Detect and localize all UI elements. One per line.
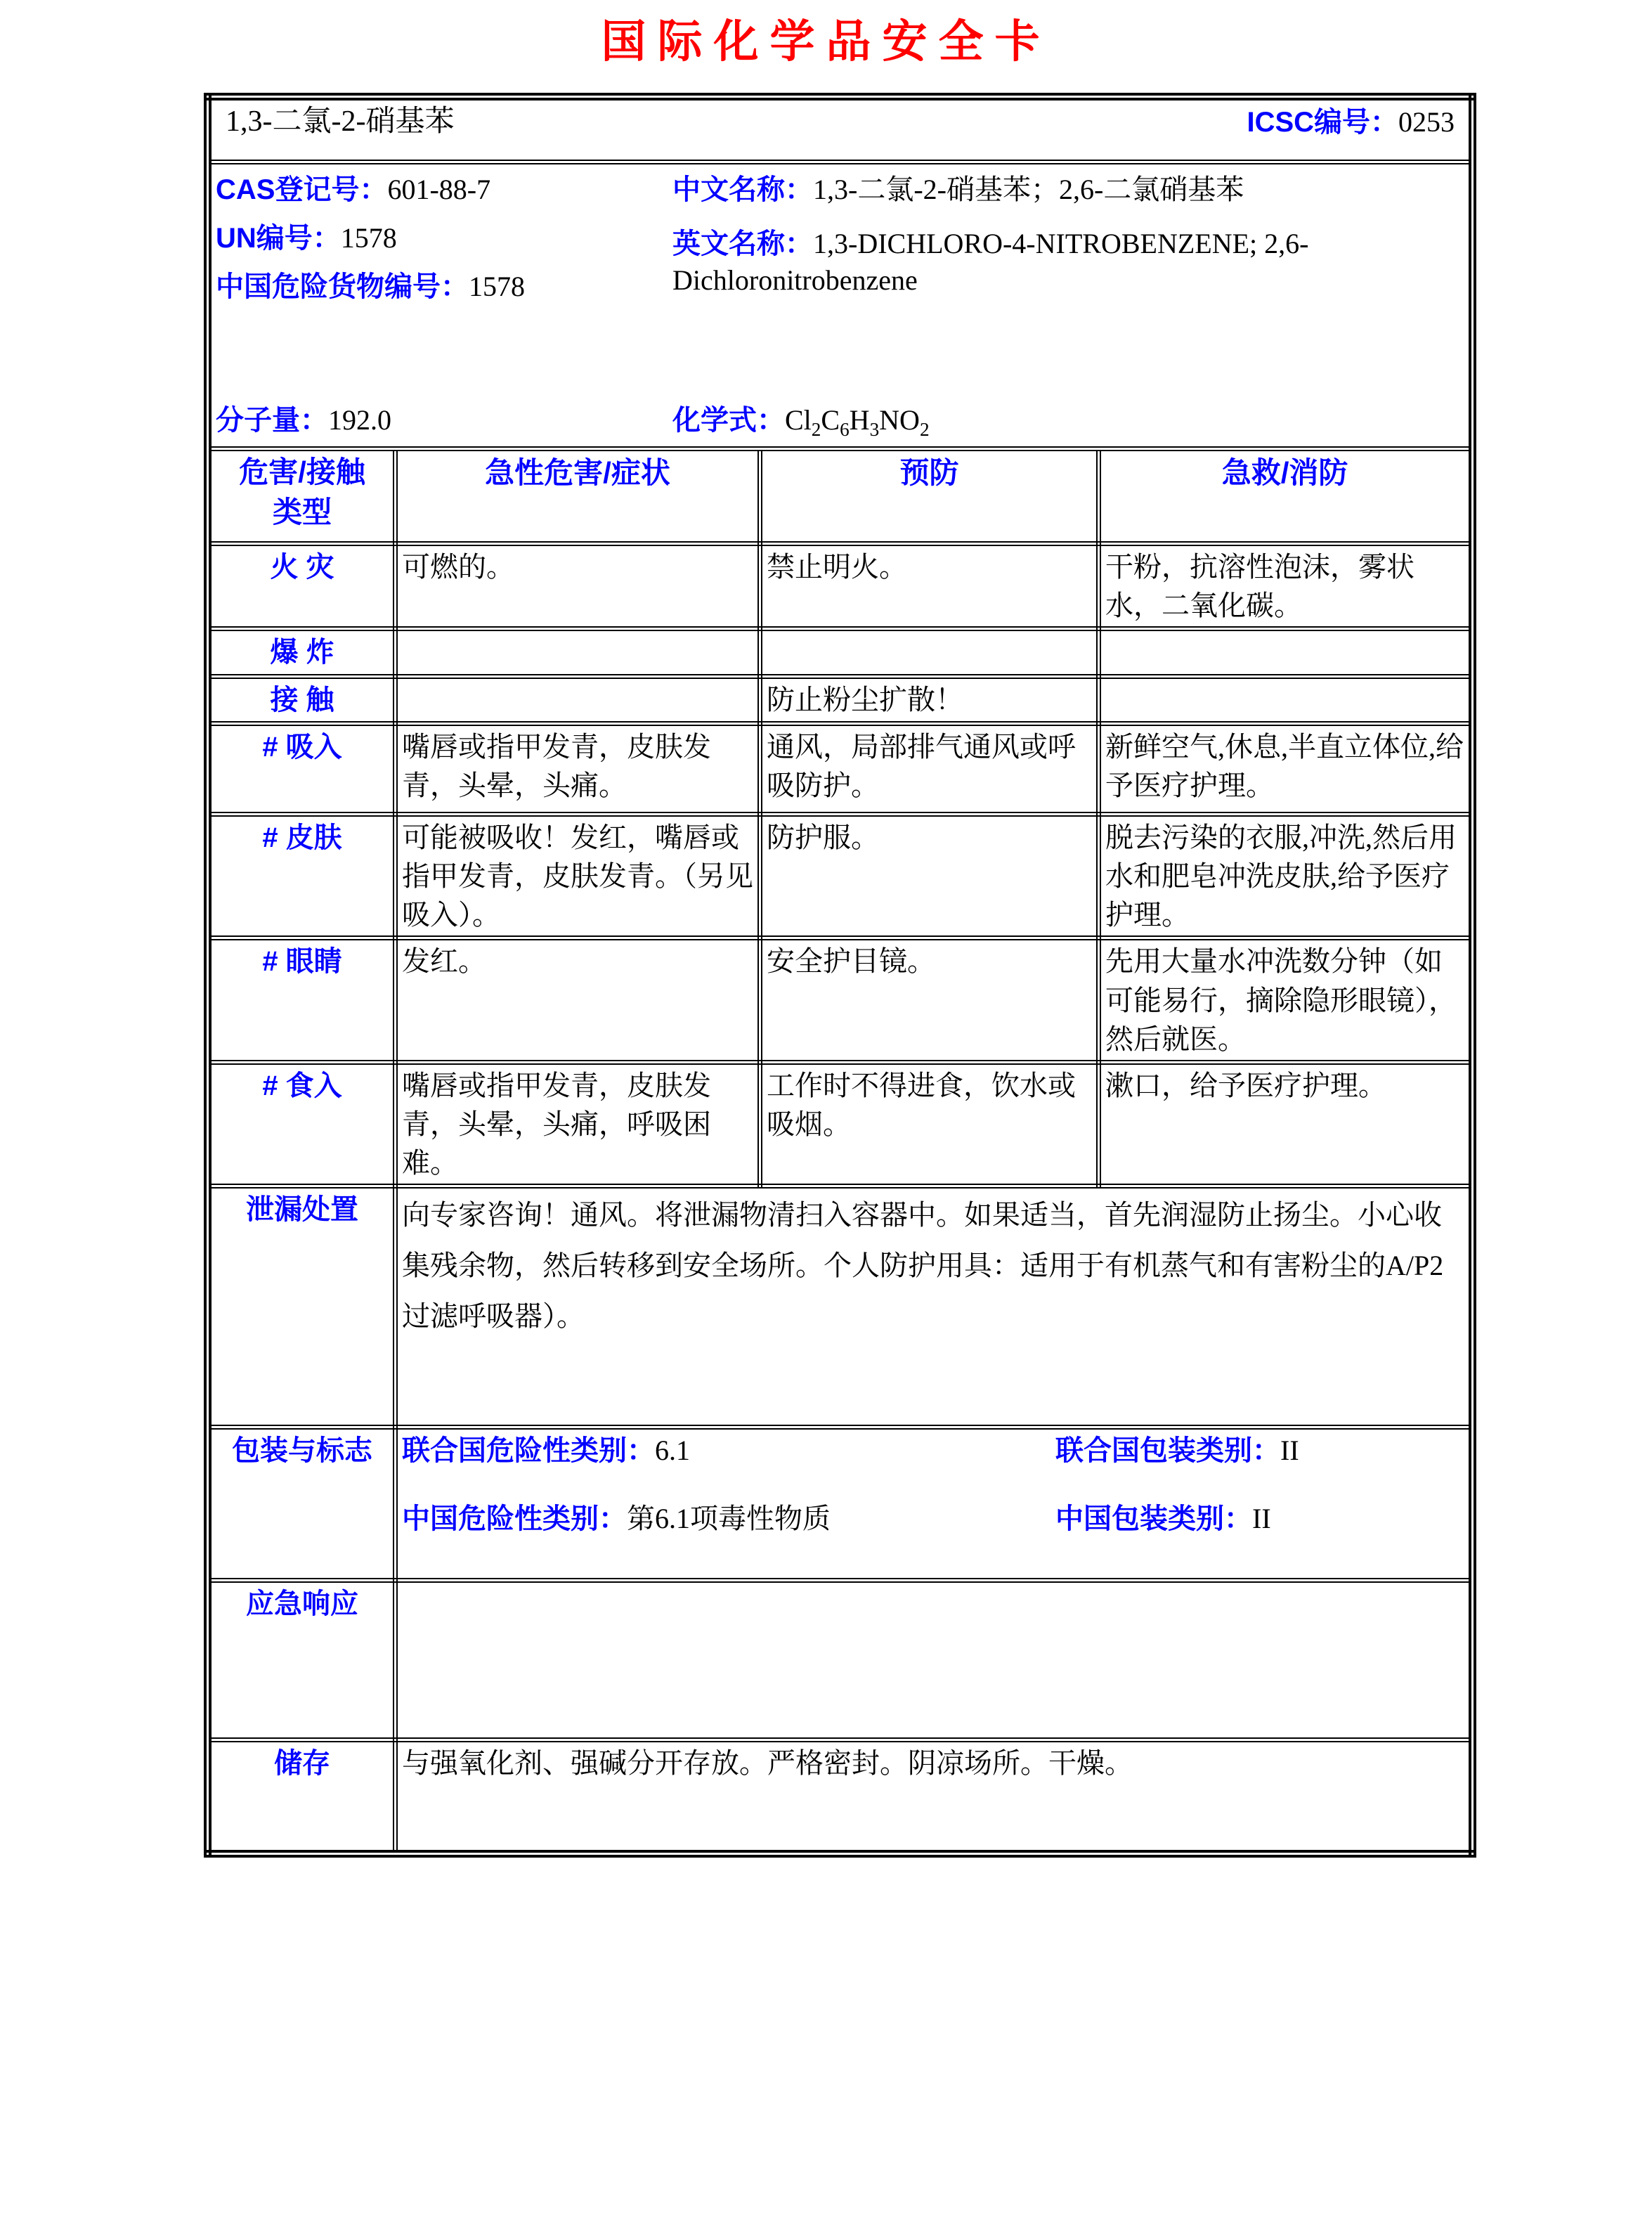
packaging-label-cell: 包装与标志 <box>208 1427 396 1581</box>
contact-prevention-cell: 防止粉尘扩散！ <box>760 676 1099 723</box>
skin-label-cell: # 皮肤 <box>208 814 396 938</box>
fire-label-cell: 火 灾 <box>208 544 396 629</box>
inhalation-symptoms-cell: 嘴唇或指甲发青，皮肤发青，头晕，头痛。 <box>396 723 760 814</box>
cn-hazard-class: 中国危险性类别：第6.1项毒性物质 <box>402 1502 831 1534</box>
fire-prevention-cell: 禁止明火。 <box>760 544 1099 629</box>
eyes-label-cell: # 眼睛 <box>208 938 396 1063</box>
icsc-label: ICSC编号： <box>1247 106 1399 138</box>
contact-label-cell: 接 触 <box>208 676 396 723</box>
contact-first-aid-cell <box>1099 676 1473 723</box>
spill-content-cell: 向专家咨询！通风。将泄漏物清扫入容器中。如果适当，首先润湿防止扬尘。小心收集残余物，然后转移到安全场所。个人防护用具：适用于有机蒸气和有害粉尘的A/P2过滤呼吸器）。 <box>396 1186 1473 1427</box>
hazard-row-ingestion <box>208 1062 1473 1186</box>
explosion-label-cell: 爆 炸 <box>208 629 396 676</box>
hazard-row-eyes <box>208 938 1473 1063</box>
substance-name: 1,3-二氯-2-硝基苯 <box>226 105 455 138</box>
identifiers-cell <box>208 162 1473 449</box>
storage-content-cell: 与强氧化剂、强碱分开存放。严格密封。阴凉场所。干燥。 <box>396 1740 1473 1854</box>
un-hazard-class: 联合国危险性类别：6.1 <box>402 1434 690 1467</box>
section-row-emergency <box>208 1581 1473 1740</box>
icsc-number <box>1247 103 1455 142</box>
ingestion-first-aid-cell: 漱口，给予医疗护理。 <box>1099 1062 1473 1186</box>
contact-symptoms-cell <box>396 676 760 723</box>
hazard-table-header-row <box>208 449 1473 544</box>
chemical-formula: $Cl_2C_6H_3NO_2$ <box>785 404 930 441</box>
storage-label-cell: 储存 <box>208 1740 396 1854</box>
section-row-storage <box>208 1740 1473 1854</box>
cas-number-line: CAS登记号：601-88-7 <box>216 174 491 205</box>
cn-classification-line <box>402 1499 1464 1539</box>
un-classification-line <box>402 1431 1464 1470</box>
fire-symptoms-cell: 可燃的。 <box>396 544 760 629</box>
identifiers-row <box>208 162 1473 449</box>
hazard-row-fire <box>208 544 1473 629</box>
inhalation-label-cell: # 吸入 <box>208 723 396 814</box>
chemical-formula-line: 化学式：$Cl_2C_6H_3NO_2$ <box>672 404 930 441</box>
section-row-spill <box>208 1186 1473 1427</box>
chemical-names <box>672 166 1464 311</box>
molecular-weight-line: 分子量：192.0 <box>216 404 391 436</box>
eyes-symptoms-cell: 发红。 <box>396 938 760 1063</box>
ingestion-symptoms-cell: 嘴唇或指甲发青，皮肤发青，头晕，头痛，呼吸困难。 <box>396 1062 760 1186</box>
un-packing-group: 联合国包装类别：II <box>1055 1434 1299 1467</box>
hazard-row-skin <box>208 814 1473 938</box>
skin-prevention-cell: 防护服。 <box>760 814 1099 938</box>
substance-header-row <box>208 97 1473 162</box>
header-acute-symptoms: 急性危害/症状 <box>396 449 760 544</box>
un-number-line: UN编号：1578 <box>216 221 397 254</box>
skin-first-aid-cell: 脱去污染的衣服,冲洗,然后用水和肥皂冲洗皮肤,给予医疗护理。 <box>1099 814 1473 938</box>
explosion-symptoms-cell <box>396 629 760 676</box>
inhalation-prevention-cell: 通风，局部排气通风或呼吸防护。 <box>760 723 1099 814</box>
emergency-label-cell: 应急响应 <box>208 1581 396 1740</box>
explosion-first-aid-cell <box>1099 629 1473 676</box>
cn-packing-group: 中国包装类别：II <box>1055 1502 1271 1534</box>
icsc-value: 0253 <box>1398 105 1455 138</box>
eyes-first-aid-cell: 先用大量水冲洗数分钟（如可能易行，摘除隐形眼镜），然后就医。 <box>1099 938 1473 1063</box>
eyes-prevention-cell: 安全护目镜。 <box>760 938 1099 1063</box>
substance-header-cell <box>208 97 1473 162</box>
header-first-aid: 急救/消防 <box>1099 449 1473 544</box>
emergency-content-cell <box>396 1581 1473 1740</box>
safety-card-table <box>204 93 1476 1858</box>
skin-symptoms-cell: 可能被吸收！发红，嘴唇或指甲发青，皮肤发青。（另见吸入）。 <box>396 814 760 938</box>
hazard-row-contact <box>208 676 1473 723</box>
registry-numbers <box>216 166 672 311</box>
spill-label-cell: 泄漏处置 <box>208 1186 396 1427</box>
cn-dg-number-line: 中国危险货物编号：1578 <box>216 270 525 302</box>
section-row-packaging <box>208 1427 1473 1581</box>
header-hazard-type: 危害/接触类型 <box>208 449 396 544</box>
english-name-line: 英文名称：1,3-DICHLORO-4-NITROBENZENE; 2,6-Dichloronitrobenzene <box>672 227 1309 296</box>
header-prevention: 预防 <box>760 449 1099 544</box>
hazard-row-explosion <box>208 629 1473 676</box>
ingestion-prevention-cell: 工作时不得进食，饮水或吸烟。 <box>760 1062 1099 1186</box>
fire-first-aid-cell: 干粉，抗溶性泡沫，雾状水，二氧化碳。 <box>1099 544 1473 629</box>
ingestion-label-cell: # 食入 <box>208 1062 396 1186</box>
page-title: 国际化学品安全卡 <box>601 16 1051 67</box>
inhalation-first-aid-cell: 新鲜空气,休息,半直立体位,给予医疗护理。 <box>1099 723 1473 814</box>
explosion-prevention-cell <box>760 629 1099 676</box>
hazard-row-inhalation <box>208 723 1473 814</box>
packaging-content-cell <box>396 1427 1473 1581</box>
chinese-name-line: 中文名称：1,3-二氯-2-硝基苯；2,6-二氯硝基苯 <box>672 174 1244 205</box>
